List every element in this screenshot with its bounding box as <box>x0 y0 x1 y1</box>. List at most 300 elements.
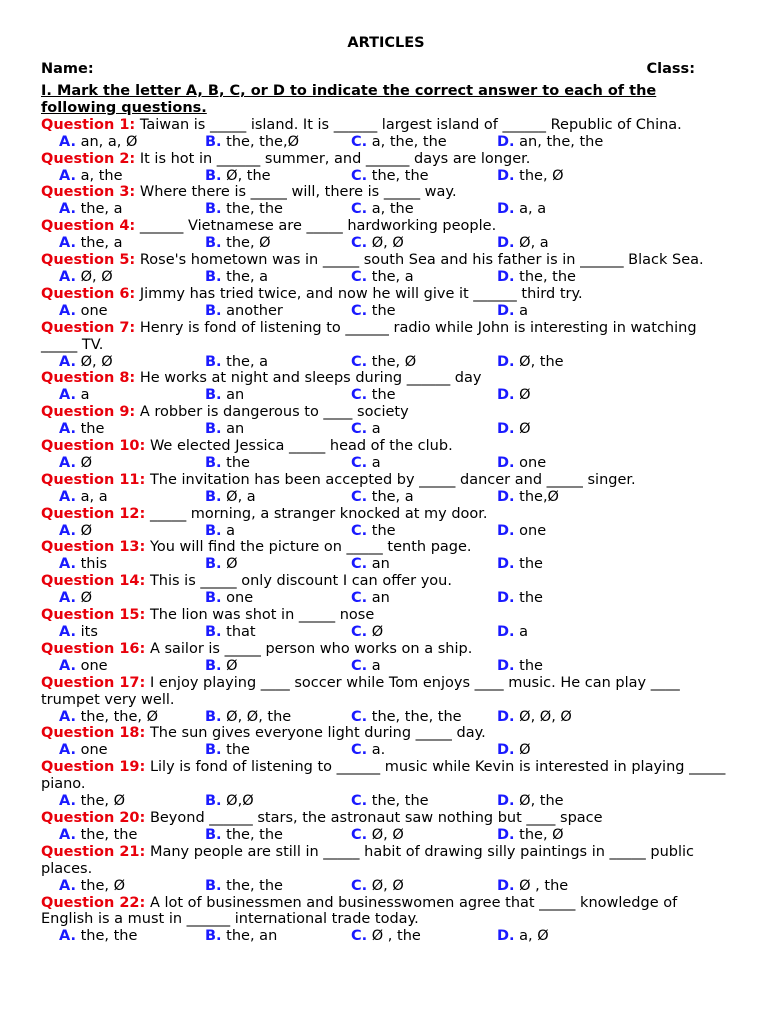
answer-option-d[interactable] <box>497 827 564 844</box>
option-text: one <box>80 657 108 674</box>
question-item <box>41 252 731 286</box>
option-text: the <box>226 454 250 471</box>
option-text: the, Ø <box>519 826 564 843</box>
answer-option-c[interactable] <box>351 658 497 675</box>
option-letter: B. <box>205 590 222 607</box>
option-letter: C. <box>351 793 368 810</box>
option-text: the, the <box>371 793 429 810</box>
option-letter: A. <box>59 235 76 252</box>
option-text: the <box>226 742 250 759</box>
answer-options <box>41 658 731 675</box>
class-label: Class: <box>646 61 695 77</box>
option-letter: A. <box>59 421 76 438</box>
answer-options <box>41 793 731 810</box>
option-letter: A. <box>59 928 76 945</box>
option-text: the,Ø <box>519 488 559 505</box>
answer-option-b[interactable] <box>205 201 351 218</box>
question-stem: Beyond ______ stars, the astronaut saw nothing but ____ space <box>149 809 603 826</box>
option-letter: B. <box>205 268 222 285</box>
answer-option-b[interactable] <box>205 624 351 641</box>
answer-option-a[interactable] <box>59 269 205 286</box>
answer-option-a[interactable] <box>59 556 205 573</box>
question-stem: ______ Vietnamese are _____ hardworking people. <box>139 218 497 235</box>
question-text-line <box>41 895 731 929</box>
option-text: the, the <box>371 167 429 184</box>
question-item <box>41 117 731 151</box>
answer-option-c[interactable] <box>351 489 497 506</box>
answer-option-b[interactable] <box>205 523 351 540</box>
answer-option-d[interactable] <box>497 523 546 540</box>
answer-option-b[interactable] <box>205 489 351 506</box>
option-text: Ø <box>80 522 93 539</box>
question-stem: A sailor is _____ person who works on a ship. <box>149 640 473 657</box>
answer-option-d[interactable] <box>497 455 546 472</box>
answer-option-d[interactable] <box>497 793 564 810</box>
question-item <box>41 151 731 185</box>
option-letter: D. <box>497 488 515 505</box>
option-letter: D. <box>497 167 515 184</box>
option-letter: B. <box>205 708 222 725</box>
answer-option-a[interactable] <box>59 878 205 895</box>
option-text: Ø, Ø <box>371 235 404 252</box>
option-letter: C. <box>351 488 368 505</box>
question-text-line <box>41 759 731 793</box>
option-letter: D. <box>497 708 515 725</box>
option-letter: B. <box>205 235 222 252</box>
answer-option-b[interactable] <box>205 556 351 573</box>
option-letter: A. <box>59 793 76 810</box>
answer-option-c[interactable] <box>351 709 497 726</box>
option-letter: A. <box>59 742 76 759</box>
option-text: Ø, Ø <box>371 826 404 843</box>
answer-option-c[interactable] <box>351 878 497 895</box>
question-item <box>41 438 731 472</box>
question-item <box>41 218 731 252</box>
answer-options <box>41 455 731 472</box>
option-text: Ø <box>519 421 531 438</box>
answer-option-c[interactable] <box>351 793 497 810</box>
option-text: the, the <box>226 201 283 218</box>
question-label: Question 17: <box>41 674 146 691</box>
question-item <box>41 759 731 810</box>
question-stem: Many people are still in _____ habit of drawing silly paintings in _____ public places. <box>41 843 695 877</box>
option-text: a <box>80 387 90 404</box>
option-text: the, the <box>226 877 283 894</box>
answer-option-b[interactable] <box>205 303 351 320</box>
answer-options <box>41 878 731 895</box>
option-letter: B. <box>205 742 222 759</box>
option-letter: A. <box>59 624 76 640</box>
option-letter: D. <box>497 826 515 843</box>
question-label: Question 11: <box>41 471 146 488</box>
option-text: Ø , the <box>519 877 569 894</box>
answer-option-c[interactable] <box>351 421 497 438</box>
answer-option-a[interactable] <box>59 168 205 185</box>
answer-option-d[interactable] <box>497 709 572 726</box>
answer-option-d[interactable] <box>497 134 603 151</box>
answer-option-a[interactable] <box>59 742 205 759</box>
question-text-line <box>41 404 731 421</box>
answer-option-b[interactable] <box>205 709 351 726</box>
option-text: the <box>371 387 396 404</box>
option-letter: B. <box>205 522 222 539</box>
option-letter: A. <box>59 302 76 319</box>
option-text: the, Ø <box>80 793 126 810</box>
answer-option-d[interactable] <box>497 590 543 607</box>
option-letter: B. <box>205 488 222 505</box>
answer-option-d[interactable] <box>497 624 528 641</box>
option-text: Ø , the <box>371 928 421 945</box>
option-letter: A. <box>59 454 76 471</box>
question-label: Question 9: <box>41 404 136 421</box>
question-stem: Lily is fond of listening to ______ music while Kevin is interested in playing _____ piano. <box>41 759 726 793</box>
option-text: a, a <box>519 201 547 218</box>
answer-options <box>41 134 731 151</box>
answer-option-a[interactable] <box>59 201 205 218</box>
option-letter: A. <box>59 590 76 607</box>
answer-option-a[interactable] <box>59 928 205 945</box>
name-label: Name: <box>41 61 94 77</box>
answer-option-a[interactable] <box>59 523 205 540</box>
answer-option-d[interactable] <box>497 303 528 320</box>
answer-option-d[interactable] <box>497 269 576 286</box>
answer-options <box>41 489 731 506</box>
answer-option-a[interactable] <box>59 387 205 404</box>
option-letter: D. <box>497 133 515 150</box>
option-letter: B. <box>205 167 222 184</box>
answer-option-a[interactable] <box>59 134 205 151</box>
question-stem: A robber is dangerous to ____ society <box>139 404 409 421</box>
option-text: Ø <box>519 387 531 404</box>
question-label: Question 1: <box>41 116 136 133</box>
option-text: a <box>519 624 529 640</box>
answer-option-b[interactable] <box>205 354 351 371</box>
question-text-line <box>41 184 731 201</box>
option-text: Ø, a <box>226 488 256 505</box>
question-label: Question 7: <box>41 319 136 336</box>
option-text: one <box>519 454 547 471</box>
answer-option-a[interactable] <box>59 624 205 641</box>
option-text: the, a <box>226 268 269 285</box>
question-text-line <box>41 472 731 489</box>
option-text: the <box>519 556 543 573</box>
answer-options <box>41 387 731 404</box>
option-text: an, the, the <box>519 133 604 150</box>
question-item <box>41 573 731 607</box>
answer-options <box>41 421 731 438</box>
answer-option-c[interactable] <box>351 624 497 641</box>
option-text: the, Ø <box>519 167 564 184</box>
option-text: a, the <box>371 201 414 218</box>
option-text: Ø <box>519 742 531 759</box>
answer-option-d[interactable] <box>497 928 549 945</box>
question-stem: Taiwan is _____ island. It is ______ largest island of ______ Republic of China. <box>139 116 682 133</box>
question-label: Question 13: <box>41 539 146 556</box>
option-letter: D. <box>497 201 515 218</box>
question-label: Question 5: <box>41 252 136 269</box>
option-letter: B. <box>205 793 222 810</box>
option-letter: D. <box>497 590 515 607</box>
answer-option-d[interactable] <box>497 421 531 438</box>
question-item <box>41 370 731 404</box>
answer-option-c[interactable] <box>351 455 497 472</box>
option-text: the <box>80 421 105 438</box>
option-text: this <box>80 556 108 573</box>
answer-options <box>41 235 731 252</box>
question-stem: The sun gives everyone light during _____ day. <box>149 725 486 742</box>
answer-option-d[interactable] <box>497 556 543 573</box>
option-letter: B. <box>205 387 222 404</box>
option-letter: C. <box>351 556 368 573</box>
option-letter: C. <box>351 522 368 539</box>
option-text: the, an <box>226 928 278 945</box>
option-letter: A. <box>59 488 76 505</box>
question-stem: Jimmy has tried twice, and now he will give it ______ third try. <box>139 285 583 302</box>
option-letter: D. <box>497 235 515 252</box>
answer-option-c[interactable] <box>351 201 497 218</box>
option-text: an <box>371 590 390 607</box>
answer-option-b[interactable] <box>205 878 351 895</box>
question-label: Question 20: <box>41 809 146 826</box>
answer-option-b[interactable] <box>205 590 351 607</box>
answer-option-b[interactable] <box>205 134 351 151</box>
option-text: a <box>519 302 529 319</box>
question-label: Question 14: <box>41 573 146 590</box>
option-text: a. <box>371 742 386 759</box>
option-text: the, a <box>371 268 414 285</box>
answer-option-d[interactable] <box>497 658 543 675</box>
question-label: Question 2: <box>41 150 136 167</box>
option-letter: D. <box>497 793 515 810</box>
option-letter: C. <box>351 657 368 674</box>
question-item <box>41 506 731 540</box>
answer-option-d[interactable] <box>497 878 568 895</box>
option-letter: C. <box>351 353 368 370</box>
question-item <box>41 320 731 371</box>
worksheet <box>41 33 731 945</box>
question-label: Question 19: <box>41 759 146 776</box>
question-text-line <box>41 252 731 269</box>
answer-option-a[interactable] <box>59 709 205 726</box>
section-instruction: I. Mark the letter A, B, C, or D to indicate the correct answer to each of the following questions. <box>41 83 657 116</box>
option-letter: C. <box>351 624 368 640</box>
page-title: ARTICLES <box>347 35 425 51</box>
question-text-line <box>41 286 731 303</box>
answer-option-a[interactable] <box>59 235 205 252</box>
question-text-line <box>41 810 731 827</box>
question-item <box>41 675 731 726</box>
question-item <box>41 539 731 573</box>
question-stem: Henry is fond of listening to ______ radio while John is interesting in watching _____ TV. <box>41 319 697 353</box>
option-text: the, a <box>80 201 123 218</box>
answer-option-c[interactable] <box>351 556 497 573</box>
answer-option-b[interactable] <box>205 168 351 185</box>
question-stem: _____ morning, a stranger knocked at my door. <box>149 505 488 522</box>
option-text: a <box>371 454 381 471</box>
answer-options <box>41 303 731 320</box>
answer-options <box>41 201 731 218</box>
option-letter: C. <box>351 268 368 285</box>
option-text: the <box>371 522 396 539</box>
name-class-row <box>41 58 731 80</box>
option-letter: D. <box>497 556 515 573</box>
question-item <box>41 184 731 218</box>
question-text-line <box>41 506 731 523</box>
option-letter: C. <box>351 387 368 404</box>
answer-option-b[interactable] <box>205 387 351 404</box>
answer-option-b[interactable] <box>205 455 351 472</box>
option-text: Ø, Ø, Ø <box>519 708 572 725</box>
answer-option-c[interactable] <box>351 269 497 286</box>
answer-option-b[interactable] <box>205 793 351 810</box>
answer-option-c[interactable] <box>351 134 497 151</box>
question-stem: Rose's hometown was in _____ south Sea and his father is in ______ Black Sea. <box>139 252 704 269</box>
option-text: Ø <box>226 657 238 674</box>
answer-option-a[interactable] <box>59 303 205 320</box>
answer-option-d[interactable] <box>497 354 564 371</box>
option-letter: A. <box>59 387 76 404</box>
option-text: the <box>371 302 396 319</box>
option-letter: C. <box>351 167 368 184</box>
option-letter: B. <box>205 454 222 471</box>
option-letter: C. <box>351 928 368 945</box>
answer-option-a[interactable] <box>59 793 205 810</box>
question-label: Question 15: <box>41 607 146 624</box>
answer-option-a[interactable] <box>59 354 205 371</box>
answer-option-a[interactable] <box>59 455 205 472</box>
answer-option-b[interactable] <box>205 928 351 945</box>
question-text-line <box>41 844 731 878</box>
option-text: Ø, the <box>226 167 271 184</box>
option-text: the, the <box>80 928 138 945</box>
option-letter: D. <box>497 387 515 404</box>
option-text: an <box>371 556 390 573</box>
answer-option-d[interactable] <box>497 168 564 185</box>
answer-option-a[interactable] <box>59 421 205 438</box>
option-text: a, a <box>80 488 108 505</box>
option-letter: C. <box>351 454 368 471</box>
answer-options <box>41 354 731 371</box>
option-text: the, a <box>80 235 123 252</box>
option-text: a, the, the <box>371 133 447 150</box>
question-label: Question 21: <box>41 843 146 860</box>
answer-option-c[interactable] <box>351 523 497 540</box>
option-letter: B. <box>205 657 222 674</box>
option-text: that <box>226 624 256 640</box>
question-list <box>41 117 731 945</box>
answer-option-b[interactable] <box>205 742 351 759</box>
option-letter: A. <box>59 556 76 573</box>
option-letter: A. <box>59 201 76 218</box>
answer-option-a[interactable] <box>59 489 205 506</box>
option-letter: A. <box>59 167 76 184</box>
answer-option-c[interactable] <box>351 235 497 252</box>
answer-option-b[interactable] <box>205 827 351 844</box>
answer-option-b[interactable] <box>205 235 351 252</box>
question-stem: The lion was shot in _____ nose <box>149 607 375 624</box>
option-text: the, Ø <box>226 235 271 252</box>
question-text-line <box>41 539 731 556</box>
answer-options <box>41 827 731 844</box>
answer-option-c[interactable] <box>351 303 497 320</box>
option-letter: D. <box>497 454 515 471</box>
question-text-line <box>41 641 731 658</box>
option-text: Ø <box>80 590 93 607</box>
question-text-line <box>41 117 731 134</box>
answer-option-c[interactable] <box>351 387 497 404</box>
option-text: Ø <box>371 624 384 640</box>
question-label: Question 3: <box>41 184 136 201</box>
answer-option-c[interactable] <box>351 590 497 607</box>
option-letter: A. <box>59 826 76 843</box>
option-text: Ø <box>80 454 93 471</box>
answer-option-d[interactable] <box>497 742 531 759</box>
option-letter: C. <box>351 590 368 607</box>
answer-option-a[interactable] <box>59 658 205 675</box>
option-letter: B. <box>205 624 222 640</box>
option-text: one <box>80 742 108 759</box>
answer-option-c[interactable] <box>351 928 497 945</box>
option-text: one <box>80 302 108 319</box>
option-text: an <box>226 421 245 438</box>
option-letter: C. <box>351 826 368 843</box>
answer-option-c[interactable] <box>351 742 497 759</box>
question-label: Question 12: <box>41 505 146 522</box>
option-letter: D. <box>497 421 515 438</box>
answer-option-d[interactable] <box>497 201 546 218</box>
option-text: Ø, the <box>519 793 564 810</box>
question-stem: I enjoy playing ____ soccer while Tom enjoys ____ music. He can play ____ trumpet very well. <box>41 674 680 708</box>
option-letter: B. <box>205 353 222 370</box>
question-stem: Where there is _____ will, there is _____ way. <box>139 184 457 201</box>
answer-option-a[interactable] <box>59 827 205 844</box>
option-text: the, the, the <box>371 708 462 725</box>
option-letter: A. <box>59 877 76 894</box>
answer-options <box>41 523 731 540</box>
option-letter: D. <box>497 302 515 319</box>
question-stem: You will find the picture on _____ tenth page. <box>149 539 472 556</box>
answer-option-b[interactable] <box>205 658 351 675</box>
question-stem: A lot of businessmen and businesswomen agree that _____ knowledge of English is a must in ______ international trade today. <box>41 894 678 928</box>
option-text: Ø <box>226 556 238 573</box>
option-letter: C. <box>351 708 368 725</box>
option-letter: B. <box>205 133 222 150</box>
option-text: Ø,Ø <box>226 793 254 810</box>
answer-option-c[interactable] <box>351 827 497 844</box>
option-letter: A. <box>59 268 76 285</box>
answer-option-c[interactable] <box>351 168 497 185</box>
answer-option-d[interactable] <box>497 489 559 506</box>
answer-options <box>41 742 731 759</box>
answer-option-b[interactable] <box>205 421 351 438</box>
answer-options <box>41 624 731 641</box>
answer-option-d[interactable] <box>497 235 549 252</box>
answer-option-c[interactable] <box>351 354 497 371</box>
option-letter: A. <box>59 353 76 370</box>
question-label: Question 16: <box>41 640 146 657</box>
option-letter: C. <box>351 421 368 438</box>
option-letter: B. <box>205 421 222 438</box>
answer-option-b[interactable] <box>205 269 351 286</box>
answer-option-d[interactable] <box>497 387 531 404</box>
question-label: Question 6: <box>41 285 136 302</box>
option-text: Ø, Ø, the <box>226 708 292 725</box>
option-text: the, Ø <box>80 877 126 894</box>
question-item <box>41 607 731 641</box>
option-text: one <box>519 522 547 539</box>
answer-option-a[interactable] <box>59 590 205 607</box>
question-label: Question 22: <box>41 894 146 911</box>
